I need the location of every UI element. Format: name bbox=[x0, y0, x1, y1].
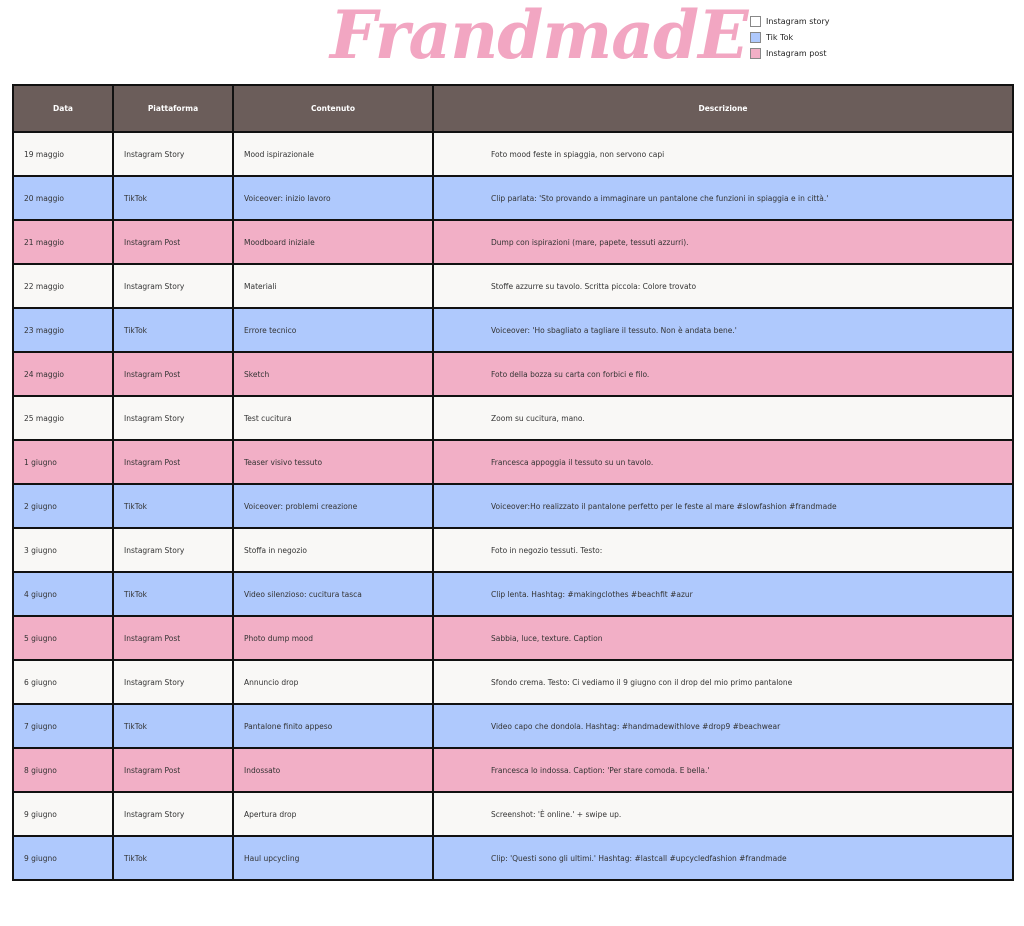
cell-content: Stoffa in negozio bbox=[233, 528, 433, 572]
cell-content: Apertura drop bbox=[233, 792, 433, 836]
table-row bbox=[13, 616, 1013, 660]
cell-description: Sabbia, luce, texture. Caption bbox=[433, 616, 1013, 660]
legend-item-story bbox=[750, 13, 829, 29]
cell-description: Foto della bozza su carta con forbici e filo. bbox=[433, 352, 1013, 396]
cell-content: Test cucitura bbox=[233, 396, 433, 440]
table-row bbox=[13, 308, 1013, 352]
table-body bbox=[13, 132, 1013, 880]
cell-platform: TikTok bbox=[113, 176, 233, 220]
legend-swatch-post bbox=[750, 48, 761, 59]
cell-date: 6 giugno bbox=[13, 660, 113, 704]
table-row bbox=[13, 396, 1013, 440]
cell-date: 3 giugno bbox=[13, 528, 113, 572]
content-calendar-table bbox=[12, 84, 1014, 881]
cell-date: 24 maggio bbox=[13, 352, 113, 396]
table-header-row bbox=[13, 85, 1013, 132]
header-descrizione: Descrizione bbox=[433, 85, 1013, 132]
cell-description: Foto mood feste in spiaggia, non servono capi bbox=[433, 132, 1013, 176]
cell-description: Zoom su cucitura, mano. bbox=[433, 396, 1013, 440]
header-piattaforma: Piattaforma bbox=[113, 85, 233, 132]
cell-date: 23 maggio bbox=[13, 308, 113, 352]
cell-description: Sfondo crema. Testo: Ci vediamo il 9 giugno con il drop del mio primo pantalone bbox=[433, 660, 1013, 704]
cell-platform: TikTok bbox=[113, 572, 233, 616]
cell-content: Video silenzioso: cucitura tasca bbox=[233, 572, 433, 616]
table-row bbox=[13, 220, 1013, 264]
cell-content: Errore tecnico bbox=[233, 308, 433, 352]
cell-platform: Instagram Post bbox=[113, 440, 233, 484]
cell-date: 22 maggio bbox=[13, 264, 113, 308]
cell-date: 21 maggio bbox=[13, 220, 113, 264]
cell-content: Moodboard iniziale bbox=[233, 220, 433, 264]
cell-date: 25 maggio bbox=[13, 396, 113, 440]
table-row bbox=[13, 748, 1013, 792]
cell-date: 7 giugno bbox=[13, 704, 113, 748]
cell-content: Voiceover: problemi creazione bbox=[233, 484, 433, 528]
table-row bbox=[13, 352, 1013, 396]
legend-swatch-story bbox=[750, 16, 761, 27]
cell-platform: TikTok bbox=[113, 704, 233, 748]
cell-date: 4 giugno bbox=[13, 572, 113, 616]
cell-description: Voiceover:Ho realizzato il pantalone perfetto per le feste al mare #slowfashion #frandmade bbox=[433, 484, 1013, 528]
cell-platform: Instagram Post bbox=[113, 748, 233, 792]
cell-description: Voiceover: 'Ho sbagliato a tagliare il tessuto. Non è andata bene.' bbox=[433, 308, 1013, 352]
brand-logo: FrandmadE bbox=[330, 0, 748, 74]
cell-description: Stoffe azzurre su tavolo. Scritta piccola: Colore trovato bbox=[433, 264, 1013, 308]
table-row bbox=[13, 264, 1013, 308]
cell-platform: Instagram Post bbox=[113, 616, 233, 660]
cell-description: Screenshot: 'È online.' + swipe up. bbox=[433, 792, 1013, 836]
cell-date: 9 giugno bbox=[13, 792, 113, 836]
table-row bbox=[13, 572, 1013, 616]
cell-description: Dump con ispirazioni (mare, papete, tessuti azzurri). bbox=[433, 220, 1013, 264]
cell-platform: TikTok bbox=[113, 836, 233, 880]
legend-label-story: Instagram story bbox=[766, 16, 830, 26]
legend-swatch-tiktok bbox=[750, 32, 761, 43]
table-row bbox=[13, 132, 1013, 176]
cell-platform: Instagram Post bbox=[113, 352, 233, 396]
cell-content: Haul upcycling bbox=[233, 836, 433, 880]
cell-description: Clip: 'Questi sono gli ultimi.' Hashtag: #lastcall #upcycledfashion #frandmade bbox=[433, 836, 1013, 880]
cell-description: Clip lenta. Hashtag: #makingclothes #beachfit #azur bbox=[433, 572, 1013, 616]
cell-date: 5 giugno bbox=[13, 616, 113, 660]
cell-date: 2 giugno bbox=[13, 484, 113, 528]
cell-content: Annuncio drop bbox=[233, 660, 433, 704]
table-row bbox=[13, 176, 1013, 220]
table-row bbox=[13, 792, 1013, 836]
table-row bbox=[13, 484, 1013, 528]
cell-content: Pantalone finito appeso bbox=[233, 704, 433, 748]
cell-date: 9 giugno bbox=[13, 836, 113, 880]
table-row bbox=[13, 704, 1013, 748]
cell-platform: Instagram Story bbox=[113, 792, 233, 836]
legend-label-tiktok: Tik Tok bbox=[766, 32, 794, 42]
legend-label-post: Instagram post bbox=[766, 48, 827, 58]
cell-content: Teaser visivo tessuto bbox=[233, 440, 433, 484]
cell-platform: Instagram Story bbox=[113, 528, 233, 572]
cell-platform: Instagram Story bbox=[113, 132, 233, 176]
legend-item-post bbox=[750, 45, 829, 61]
legend-item-tiktok bbox=[750, 29, 829, 45]
table-row bbox=[13, 440, 1013, 484]
cell-content: Indossato bbox=[233, 748, 433, 792]
cell-content: Voiceover: inizio lavoro bbox=[233, 176, 433, 220]
cell-platform: TikTok bbox=[113, 484, 233, 528]
table-row bbox=[13, 528, 1013, 572]
cell-platform: Instagram Post bbox=[113, 220, 233, 264]
cell-date: 20 maggio bbox=[13, 176, 113, 220]
cell-date: 19 maggio bbox=[13, 132, 113, 176]
cell-content: Sketch bbox=[233, 352, 433, 396]
table-row bbox=[13, 660, 1013, 704]
cell-content: Photo dump mood bbox=[233, 616, 433, 660]
cell-content: Materiali bbox=[233, 264, 433, 308]
cell-platform: TikTok bbox=[113, 308, 233, 352]
cell-platform: Instagram Story bbox=[113, 396, 233, 440]
cell-date: 1 giugno bbox=[13, 440, 113, 484]
cell-description: Clip parlata: 'Sto provando a immaginare un pantalone che funzioni in spiaggia e in città.' bbox=[433, 176, 1013, 220]
legend bbox=[750, 13, 829, 61]
cell-description: Video capo che dondola. Hashtag: #handmadewithlove #drop9 #beachwear bbox=[433, 704, 1013, 748]
cell-content: Mood ispirazionale bbox=[233, 132, 433, 176]
cell-description: Francesca lo indossa. Caption: 'Per stare comoda. E bella.' bbox=[433, 748, 1013, 792]
header-contenuto: Contenuto bbox=[233, 85, 433, 132]
table-row bbox=[13, 836, 1013, 880]
cell-platform: Instagram Story bbox=[113, 264, 233, 308]
cell-description: Foto in negozio tessuti. Testo: bbox=[433, 528, 1013, 572]
cell-description: Francesca appoggia il tessuto su un tavolo. bbox=[433, 440, 1013, 484]
cell-platform: Instagram Story bbox=[113, 660, 233, 704]
header-data: Data bbox=[13, 85, 113, 132]
cell-date: 8 giugno bbox=[13, 748, 113, 792]
